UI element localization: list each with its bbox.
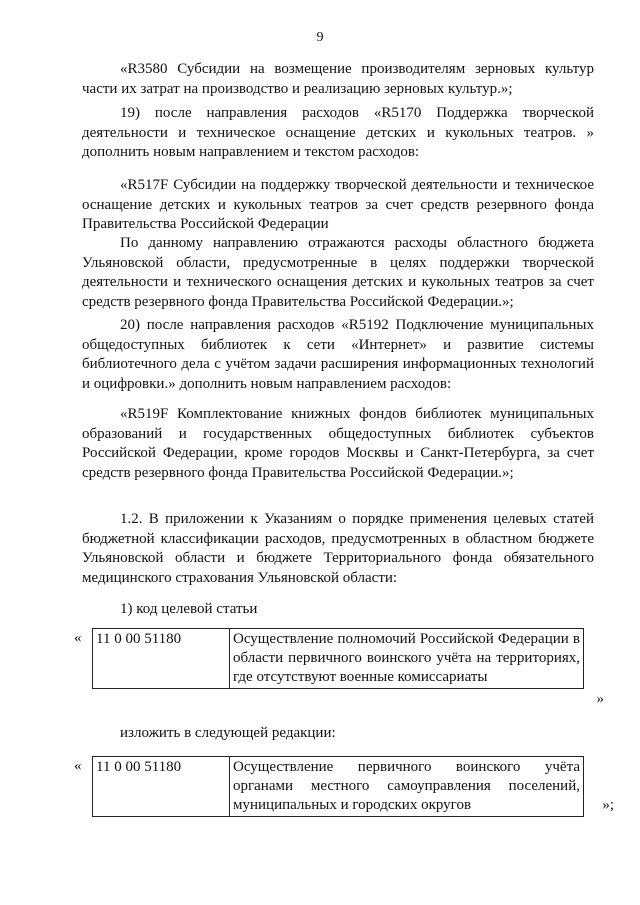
closing-quote: »; <box>602 797 614 813</box>
new-code-table-block <box>74 756 614 814</box>
target-code-cell: 11 0 00 51180 <box>93 757 230 817</box>
paragraph-r3580: «R3580 Субсидии на возмещение производителям зерновых культур части их затрат на производство и реализацию зерновых культур.»; <box>82 61 594 97</box>
paragraph-new-edition: изложить в следующей редакции: <box>120 725 336 741</box>
new-code-table <box>92 756 584 817</box>
target-description-cell: Осуществление первичного воинского учёта органами местного самоуправления поселений, муниципальных и городских округов <box>230 757 584 817</box>
table-row <box>93 629 584 689</box>
paragraph-r519f: «R519F Комплектование книжных фондов библиотек муниципальных образований и государственных общедоступных библиотек субъектов Российской Федерации, кроме городов Москвы и Санкт-Петербурга, за счет средств резервного фонда Правительства Российской Федерации.»; <box>82 406 594 481</box>
paragraph-target-code-label: 1) код целевой статьи <box>120 601 258 617</box>
old-code-table-block <box>74 628 614 708</box>
paragraph-r517f: «R517F Субсидии на поддержку творческой деятельности и техническое оснащение детских и кукольных театров за счет средств резервного фонда Правительства Российской Федерации <box>82 177 594 233</box>
closing-quote: » <box>596 691 604 707</box>
paragraph-r517f-description: По данному направлению отражаются расходы областного бюджета Ульяновской области, предусмотренные в целях поддержки творческой деятельности и технического оснащения детских и кукольных театров за счет средств резервного фонда Правительства Российской Федерации.»; <box>82 235 594 310</box>
table-row <box>93 757 584 817</box>
paragraph-item-19: 19) после направления расходов «R5170 Поддержка творческой деятельности и техническое оснащение детских и кукольных театров. » дополнить новым направлением и текстом расходов: <box>82 105 594 161</box>
page-number: 9 <box>316 30 324 45</box>
opening-quote: « <box>74 630 82 646</box>
paragraph-section-1-2: 1.2. В приложении к Указаниям о порядке применения целевых статей бюджетной классификации расходов, предусмотренных в областном бюджете Ульяновской области и бюджете Территориального фонда обязательного медицинского страхования Ульяновской области: <box>82 511 594 586</box>
paragraph-item-20: 20) после направления расходов «R5192 Подключение муниципальных общедоступных библиотек к сети «Интернет» и развитие системы библиотечного дела с учётом задачи расширения информационных технологий и оцифровки.» дополнить новым направлением расходов: <box>82 317 594 392</box>
opening-quote: « <box>74 758 82 774</box>
old-code-table <box>92 628 584 689</box>
target-description-cell: Осуществление полномочий Российской Федерации в области первичного воинского учёта на территориях, где отсутствуют военные комиссариаты <box>230 629 584 689</box>
target-code-cell: 11 0 00 51180 <box>93 629 230 689</box>
